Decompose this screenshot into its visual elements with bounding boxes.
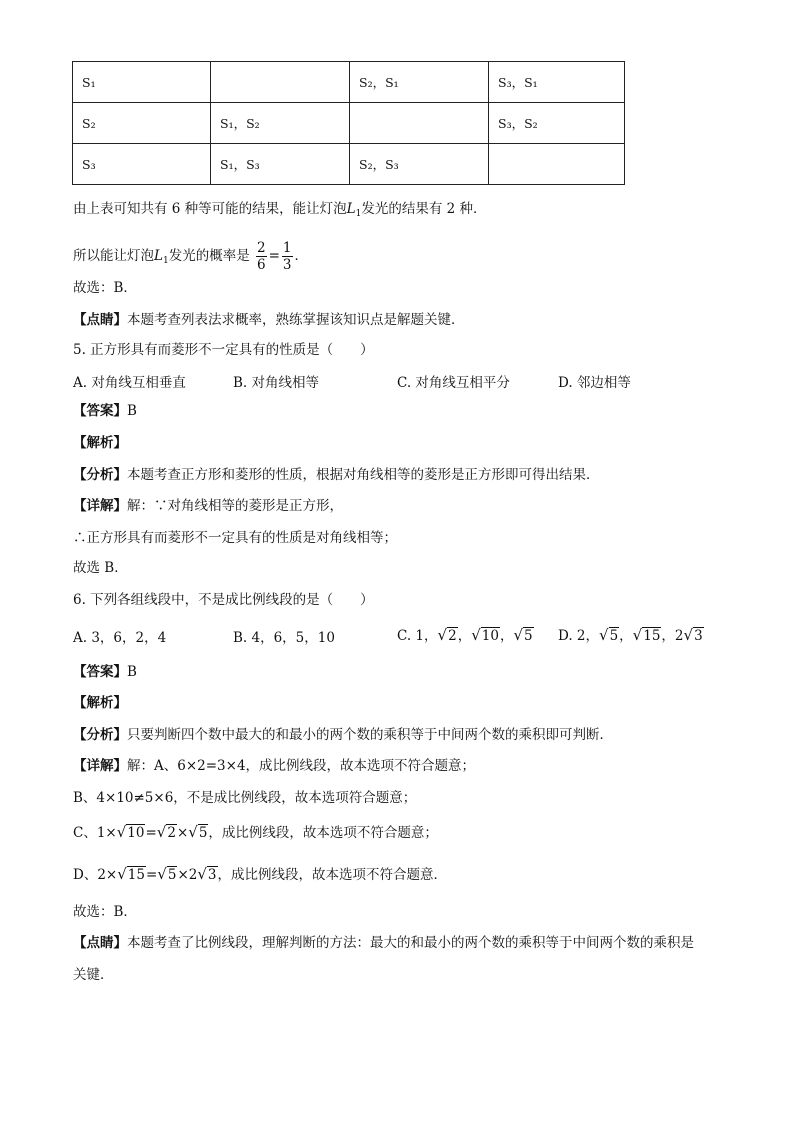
analysis-line: 【分析】本题考查正方形和菱形的性质，根据对角线相等的菱形是正方形即可得出结果．: [73, 467, 600, 483]
table-cell: S₁: [73, 62, 211, 103]
sqrt: √5: [513, 626, 533, 644]
table-cell: S₃: [73, 144, 211, 185]
table-cell: S₁，S₂: [211, 103, 350, 144]
option-c: C. 对角线互相平分: [397, 375, 510, 391]
probability-line: 所以能让灯泡$L_1$发光的概率是 $\frac{2}{6}$ = $\frac{1}{3}$ ．: [73, 240, 308, 273]
detail-line-c: C、1×√10=√2×√5，成比例线段，故本选项不符合题意；: [73, 823, 438, 841]
sqrt: √5: [157, 865, 177, 883]
option-d: D. 邻边相等: [558, 375, 631, 391]
sqrt: √10: [116, 823, 145, 841]
table-row: [73, 103, 625, 144]
question-stem: 5. 正方形具有而菱形不一定具有的性质是（ ）: [73, 342, 374, 358]
sqrt: √3: [683, 626, 703, 644]
table-cell: S₃，S₁: [489, 62, 625, 103]
analysis-line: 【分析】只要判断四个数中最大的和最小的两个数的乘积等于中间两个数的乘积即可判断．: [73, 727, 613, 743]
table-cell: S₂: [73, 103, 211, 144]
fraction: $\frac{1}{3}$: [282, 240, 292, 273]
fraction: $\frac{2}{6}$: [257, 240, 266, 273]
table-cell: S₁，S₃: [211, 144, 350, 185]
explanation-heading: 【解析】: [73, 435, 127, 451]
answer-line: 【答案】B: [73, 664, 137, 680]
option-b: B. 4，6，5，10: [233, 630, 335, 646]
review-line: 【点睛】本题考查了比例线段，理解判断的方法：最大的和最小的两个数的乘积等于中间两个数的乘积是: [73, 935, 694, 951]
sqrt: √15: [117, 865, 145, 883]
sqrt: √3: [197, 865, 217, 883]
choice-line: 故选 B．: [73, 560, 128, 576]
option-d: D. 2，√5，√15，2√3: [558, 626, 703, 644]
explanation-heading: 【解析】: [73, 695, 127, 711]
table-row: [73, 62, 625, 103]
sqrt: √2: [437, 626, 457, 644]
detail-line: 【详解】解：∵对角线相等的菱形是正方形，: [73, 498, 343, 514]
option-b: B. 对角线相等: [233, 375, 320, 391]
sqrt: √10: [471, 626, 499, 644]
option-a: A. 3，6，2，4: [73, 630, 167, 646]
question-stem: 6. 下列各组线段中，不是成比例线段的是（ ）: [73, 592, 374, 608]
review-line: 【点睛】本题考查列表法求概率，熟练掌握该知识点是解题关键．: [73, 312, 465, 328]
table-cell: S₂，S₃: [350, 144, 489, 185]
table-row: [73, 144, 625, 185]
sqrt: √15: [632, 626, 661, 644]
choice-line: 故选：B．: [73, 904, 137, 920]
sqrt: √5: [188, 823, 208, 841]
option-a: A. 对角线互相垂直: [73, 375, 186, 391]
table-cell: [211, 62, 350, 103]
table-cell: S₂，S₁: [350, 62, 489, 103]
conclusion-line: ∴正方形具有而菱形不一定具有的性质是对角线相等；: [73, 530, 397, 546]
detail-line-b: B、4×10≠5×6，不是成比例线段，故本选项符合题意；: [73, 790, 417, 806]
option-c: C. 1，√2，√10，√5: [397, 626, 533, 644]
review-line-continued: 关键．: [73, 967, 114, 983]
answer-line: 【答案】B: [73, 403, 137, 419]
detail-line: 【详解】解：A、6×2=3×4，成比例线段，故本选项不符合题意；: [73, 758, 476, 774]
table-cell: [489, 144, 625, 185]
sqrt: √5: [599, 626, 619, 644]
choice-line: 故选：B．: [73, 280, 137, 296]
detail-line-d: D、2×√15=√5×2√3，成比例线段，故本选项不符合题意．: [73, 865, 448, 883]
result-count-line: 由上表可知共有 6 种等可能的结果，能让灯泡$L_1$发光的结果有 2 种．: [73, 201, 487, 219]
outcome-table: [72, 61, 625, 185]
sqrt: √2: [156, 823, 176, 841]
table-cell: [350, 103, 489, 144]
table-cell: S₃，S₂: [489, 103, 625, 144]
